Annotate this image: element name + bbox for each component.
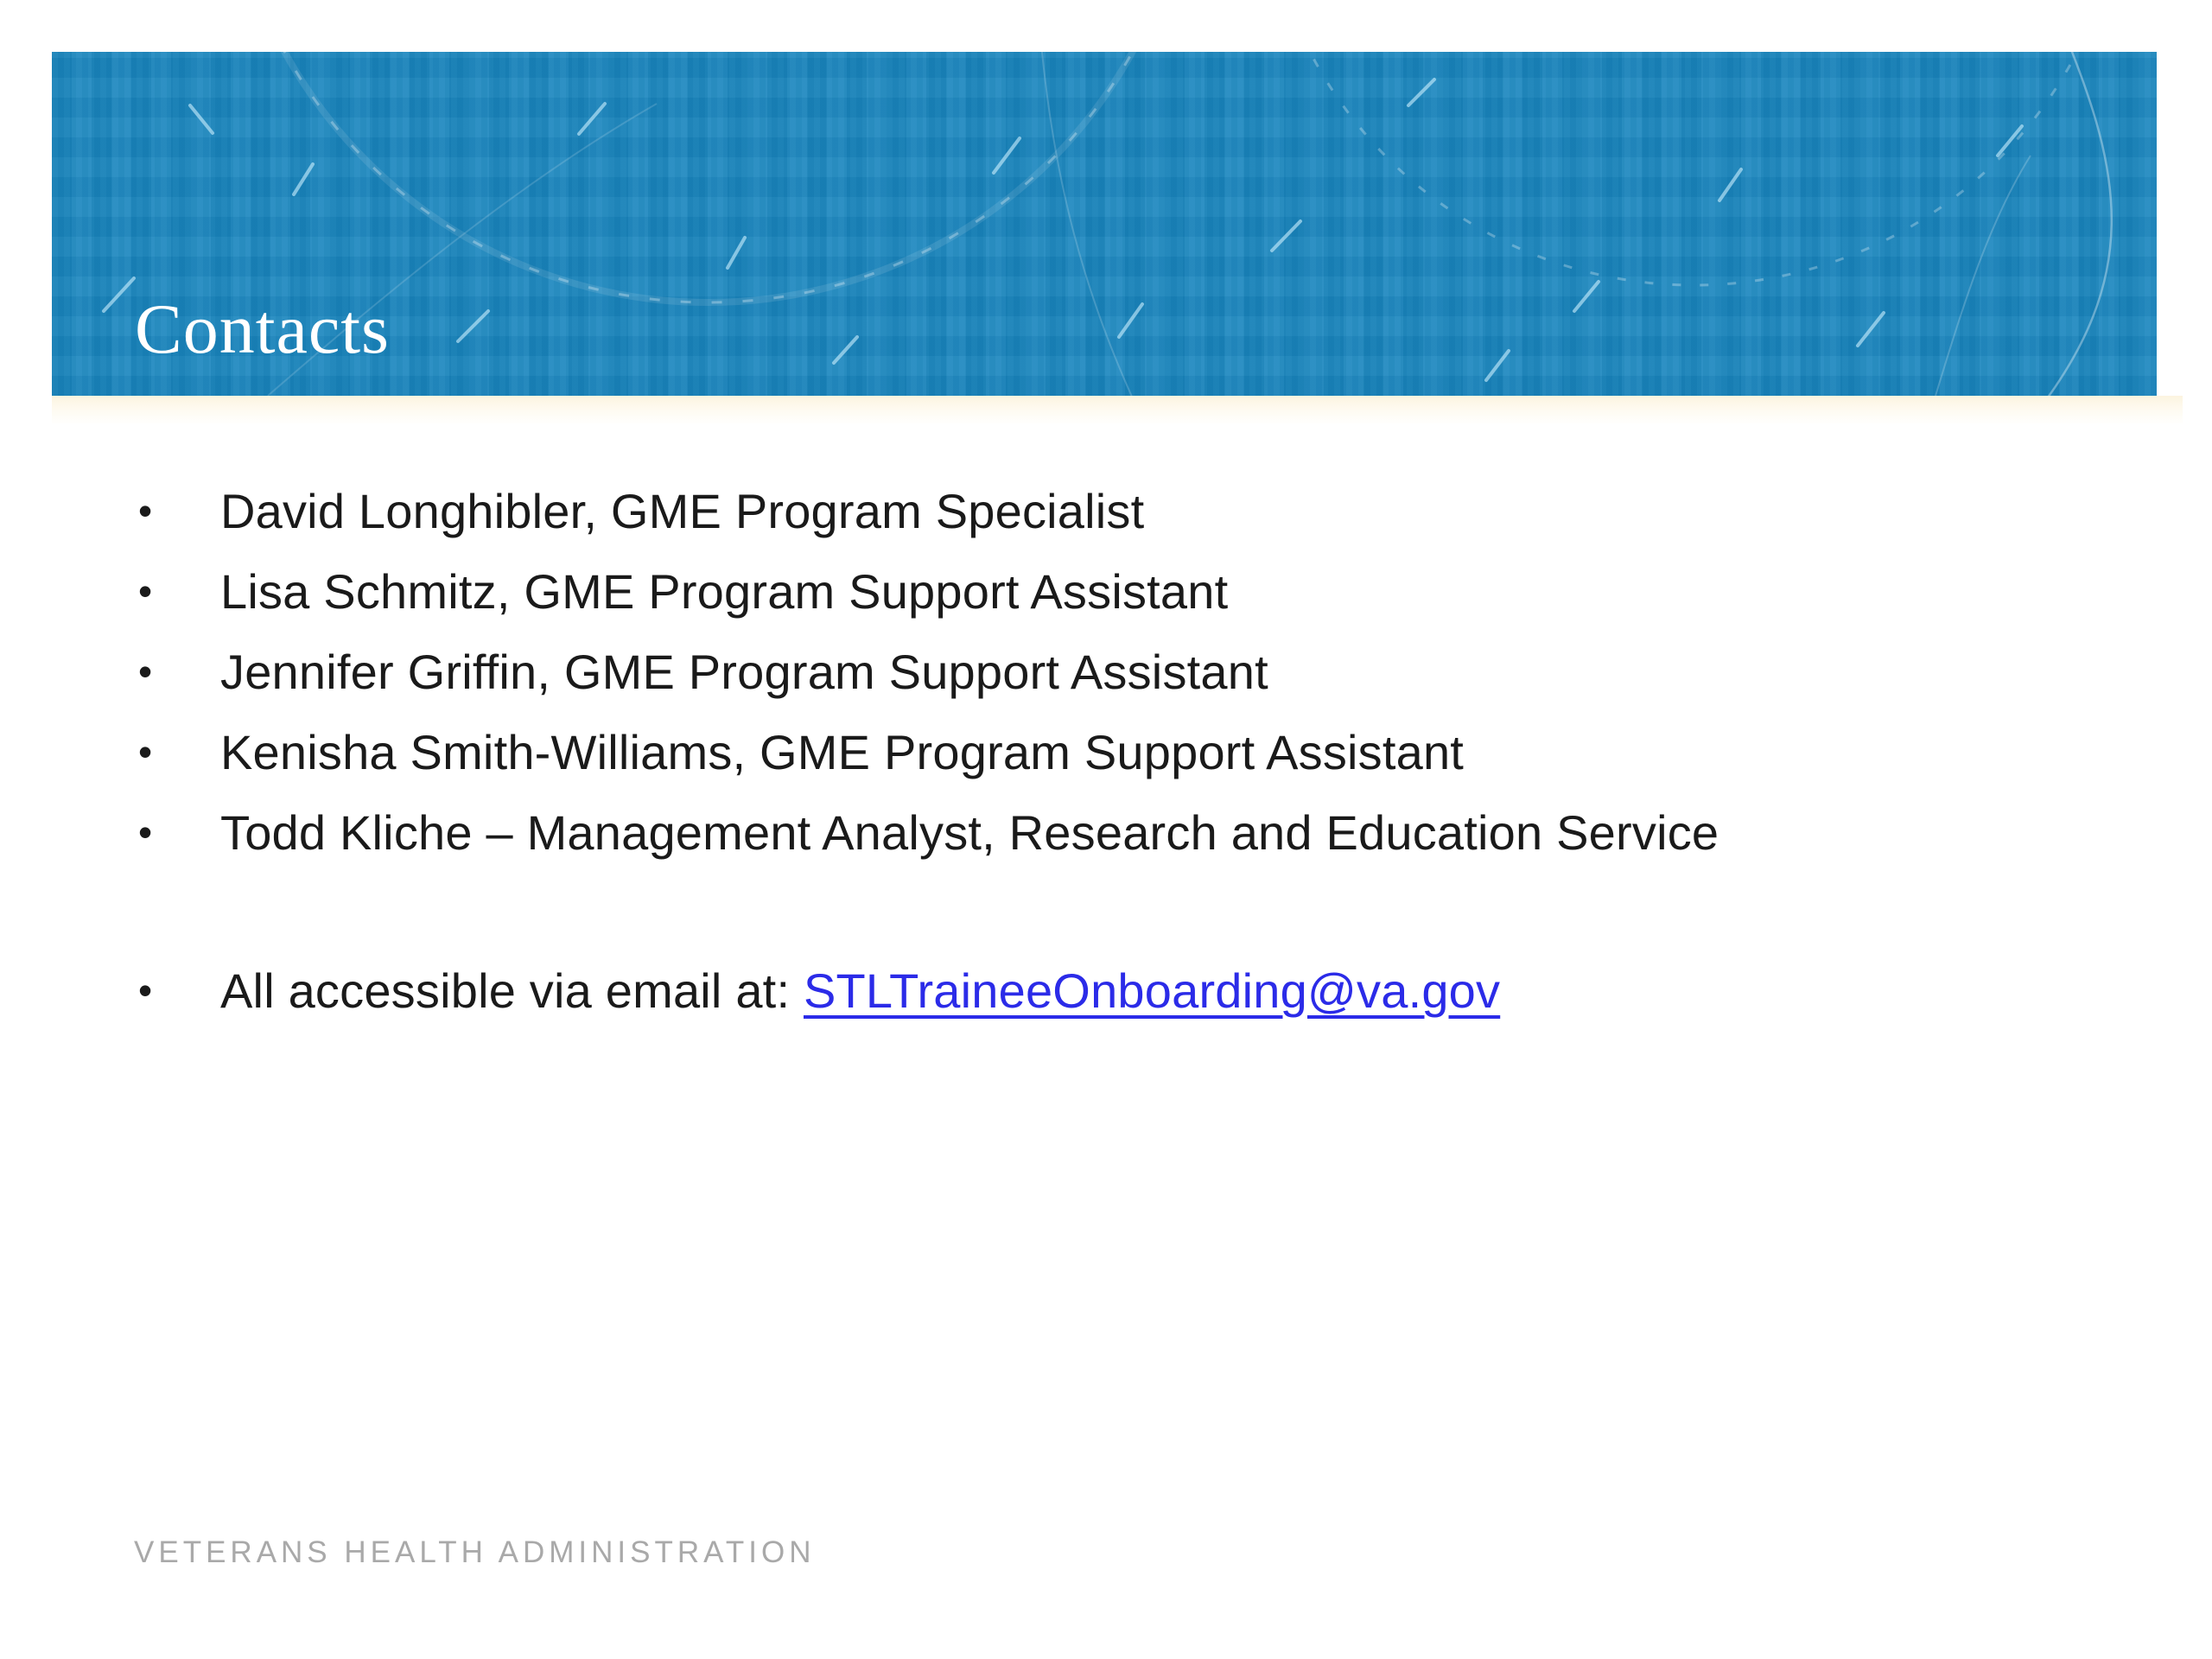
banner-bottom-glow (52, 396, 2183, 425)
contact-list-item: • Kenisha Smith-Williams, GME Program Support Assistant (220, 712, 2035, 792)
email-list-item (220, 950, 2035, 1031)
email-link[interactable]: STLTraineeOnboarding@va.gov (803, 963, 1501, 1018)
contact-list-item: • Lisa Schmitz, GME Program Support Assistant (220, 551, 2035, 632)
contact-list-item: • David Longhibler, GME Program Specialist (220, 471, 2035, 551)
contact-list-item: • Jennifer Griffin, GME Program Support Assistant (220, 632, 2035, 712)
contact-list-item: • Todd Kliche – Management Analyst, Research and Education Service (220, 792, 2035, 873)
email-line-prefix: All accessible via email at: (220, 963, 804, 1018)
title-banner (52, 52, 2157, 396)
contacts-list (220, 471, 2035, 1031)
list-spacer (220, 873, 2035, 950)
footer-text: VETERANS HEALTH ADMINISTRATION (134, 1535, 816, 1569)
slide-title: Contacts (135, 289, 390, 368)
